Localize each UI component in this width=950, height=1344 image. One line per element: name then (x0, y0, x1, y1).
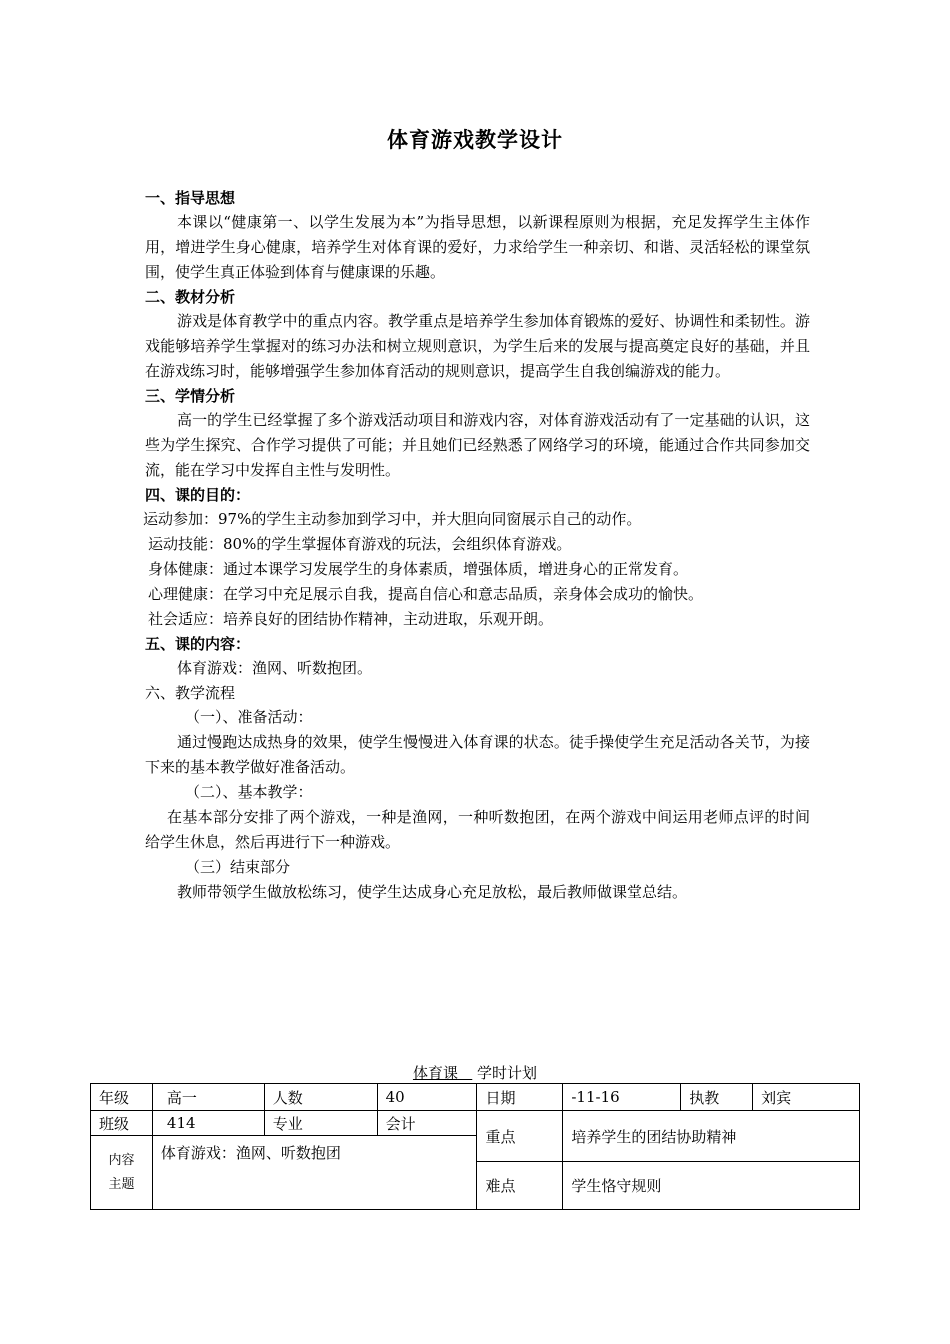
major-value: 会计 (377, 1111, 477, 1136)
flow-step-title: （一）、准备活动： (185, 708, 313, 726)
difficulty-label: 难点 (477, 1162, 563, 1210)
class-value: 414 (152, 1111, 264, 1136)
date-value: -11-16 (563, 1084, 681, 1111)
major-label: 专业 (264, 1111, 377, 1136)
count-value: 40 (377, 1084, 477, 1111)
flow-step-body: 教师带领学生做放松练习，使学生达成身心充足放松，最后教师做课堂总结。 (177, 883, 688, 901)
flow-step-title: （二）、基本教学： (185, 783, 313, 801)
goal-item: 运动技能：80%的学生掌握体育游戏的玩法，会组织体育游戏。 (148, 535, 572, 553)
plan-title (0, 1062, 950, 1083)
grade-value: 高一 (152, 1084, 264, 1111)
plan-title-rest: 学时计划 (477, 1064, 538, 1082)
goal-item: 社会适应：培养良好的团结协作精神，主动进取，乐观开朗。 (148, 610, 554, 628)
section-body-content: 体育游戏：渔网、听数抱团。 (177, 659, 373, 677)
lesson-plan-table (90, 1083, 860, 1210)
count-label: 人数 (264, 1084, 377, 1111)
flow-step-body: 在基本部分安排了两个游戏，一种是渔网，一种听数抱团，在两个游戏中间运用老师点评的时间给学生休息，然后再进行下一种游戏。 (145, 808, 810, 851)
goal-item: 身体健康：通过本课学习发展学生的身体素质，增强体质，增进身心的正常发育。 (148, 560, 689, 578)
topic-label: 内容 主题 (91, 1136, 153, 1210)
goal-item: 运动参加：97%的学生主动参加到学习中，并大胆向同窗展示自己的动作。 (143, 510, 642, 528)
section-heading-students: 三、学情分析 (145, 387, 236, 405)
goal-item: 心理健康：在学习中充足展示自我，提高自信心和意志品质，亲身体会成功的愉快。 (148, 585, 704, 603)
section-body-guiding: 本课以“健康第一、以学生发展为本”为指导思想，以新课程原则为根据，充足发挥学生主体作用，增进学生身心健康，培养学生对体育课的爱好，力求给学生一种亲切、和谐、灵活轻松的课堂氛围，使学生真正体验到体育与健康课的乐趣。 (145, 213, 810, 281)
section-heading-goals: 四、课的目的： (145, 486, 251, 504)
section-heading-guiding: 一、指导思想 (145, 189, 236, 207)
date-label: 日期 (477, 1084, 563, 1111)
flow-step-body: 通过慢跑达成热身的效果，使学生慢慢进入体育课的状态。徒手操使学生充足活动各关节，为接下来的基本教学做好准备活动。 (145, 733, 810, 776)
section-heading-content: 五、课的内容： (145, 635, 251, 653)
grade-label: 年级 (91, 1084, 153, 1111)
key-value: 培养学生的团结协助精神 (563, 1111, 860, 1162)
topic-value: 体育游戏：渔网、听数抱团 (152, 1136, 477, 1210)
difficulty-value: 学生恪守规则 (563, 1162, 860, 1210)
teacher-label: 执教 (681, 1084, 753, 1111)
document-body (145, 186, 810, 905)
plan-title-subject: 体育课 (412, 1064, 458, 1082)
key-label: 重点 (477, 1111, 563, 1162)
teacher-value: 刘宾 (753, 1084, 860, 1111)
class-label: 班级 (91, 1111, 153, 1136)
document-title: 体育游戏教学设计 (387, 128, 563, 152)
section-heading-flow: 六、教学流程 (145, 684, 236, 702)
section-body-students: 高一的学生已经掌握了多个游戏活动项目和游戏内容，对体育游戏活动有了一定基础的认识，这些为学生探究、合作学习提供了可能；并且她们已经熟悉了网络学习的环境，能通过合作共同参加交流，能在学习中发挥自主性与发明性。 (145, 411, 810, 479)
section-heading-material: 二、教材分析 (145, 288, 236, 306)
flow-step-title: （三）结束部分 (185, 858, 291, 876)
section-body-material: 游戏是体育教学中的重点内容。教学重点是培养学生参加体育锻炼的爱好、协调性和柔韧性。游戏能够培养学生掌握对的练习办法和树立规则意识，为学生后来的发展与提高奠定良好的基础，并且在游戏练习时，能够增强学生参加体育活动的规则意识，提高学生自我创编游戏的能力。 (145, 312, 810, 380)
